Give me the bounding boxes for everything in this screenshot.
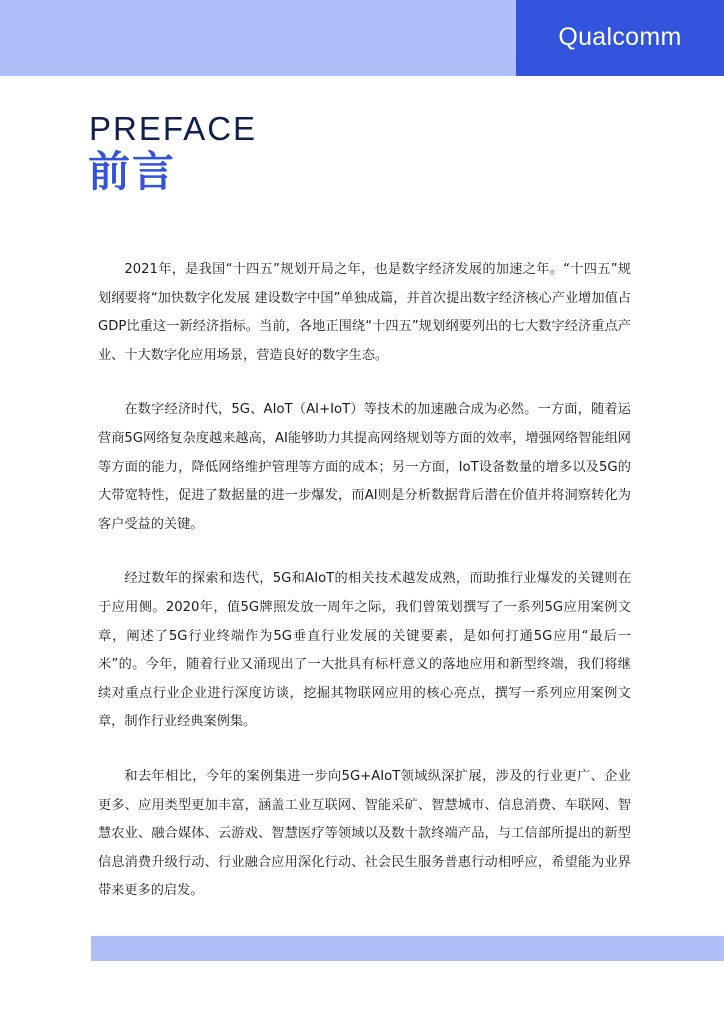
header-band [0,0,724,76]
paragraph-4: 和去年相比，今年的案例集进一步向5G+AIoT领域纵深扩展，涉及的行业更广、企业更多、应用类型更加丰富，涵盖工业互联网、智能采矿、智慧城市、信息消费、车联网、智慧农业、融合媒体、云游戏、智慧医疗等领域以及数十款终端产品，与工信部所提出的新型信息消费升级行动、行业融合应用深化行动、社会民生服务普惠行动相呼应，希望能为业界带来更多的启发。 [98,768,631,899]
paragraph-3: 经过数年的探索和迭代，5G和AIoT的相关技术越发成熟，而助推行业爆发的关键则在于应用侧。2020年，值5G牌照发放一周年之际，我们曾策划撰写了一系列5G应用案例文章，阐述了5G行业终端作为5G垂直行业发展的关键要素，是如何打通5G应用“最后一米”的。今年，随着行业又涌现出了一大批具有标杆意义的落地应用和新型终端，我们将继续对重点行业企业进行深度访谈，挖掘其物联网应用的核心亮点，撰写一系列应用案例文章，制作行业经典案例集。 [98,571,631,730]
paragraph-2: 在数字经济时代，5G、AIoT（AI+IoT）等技术的加速融合成为必然。一方面，随着运营商5G网络复杂度越来越高，AI能够助力其提高网络规划等方面的效率，增强网络智能组网等方面的能力，降低网络维护管理等方面的成本；另一方面，IoT设备数量的增多以及5G的大带宽特性，促进了数据量的进一步爆发，而AI则是分析数据背后潜在价值并将洞察转化为客户受益的关键。 [98,402,631,532]
preface-title-chinese: 前言 [88,147,177,196]
qualcomm-logo [516,0,724,76]
preface-title-english: PREFACE [89,110,258,147]
paragraph-1: 2021年，是我国“十四五”规划开局之年，也是数字经济发展的加速之年。“十四五”规划纲要将“加快数字化发展 建设数字中国”单独成篇，并首次提出数字经济核心产业增加值占GDP比重这一新经济指标。当前，各地正围绕“十四五”规划纲要列出的七大数字经济重点产业、十大数字化应用场景，营造良好的数字生态。 [98,262,631,363]
preface-body [98,256,631,932]
footer-band [91,936,724,961]
logo-text: Qualcomm [558,23,682,51]
